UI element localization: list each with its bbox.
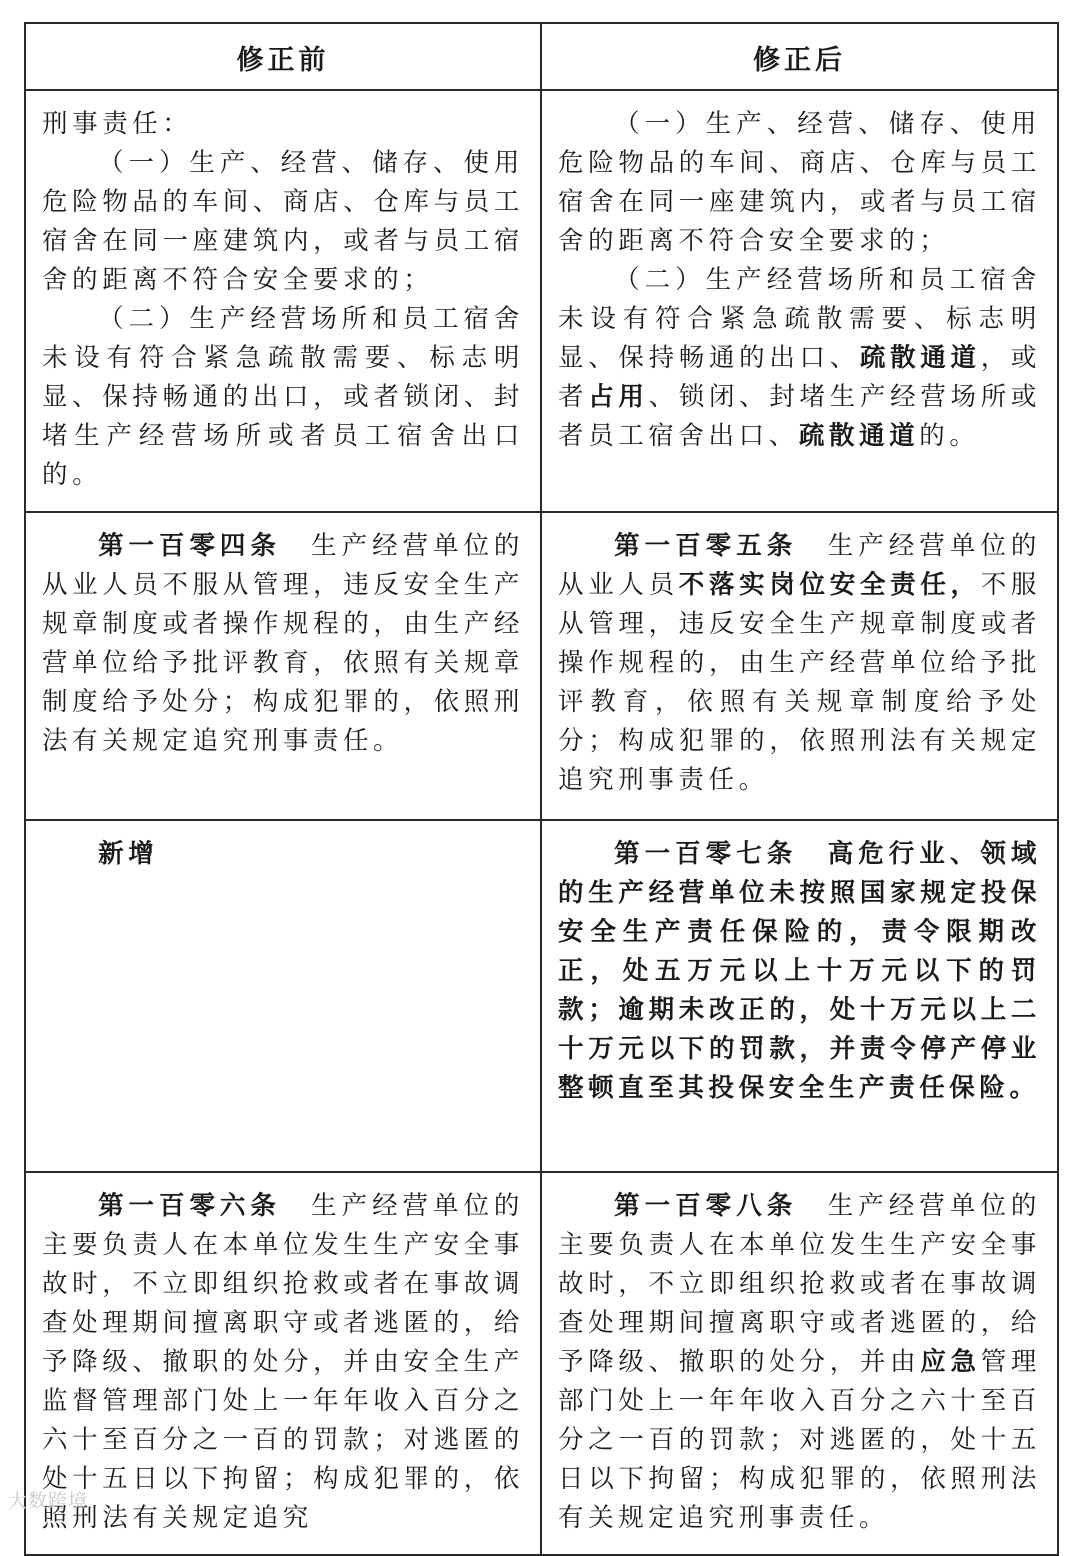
cell-after [541,1172,1058,1555]
table-row [25,820,1058,1172]
paragraph [42,1187,524,1538]
paragraph [558,1187,1041,1538]
paragraph: （一）生产、经营、储存、使用危险物品的车间、商店、仓库与员工宿舍在同一座建筑内，或者与员工宿舍的距离不符合安全要求的； [558,109,1041,256]
article-number: 第一百零四条 [98,531,281,561]
header-after: 修正后 [541,23,1058,90]
article-number: 第一百零六条 [98,1191,281,1221]
article-number: 第一百零五条 [614,531,798,561]
bold-text: 疏散通道 [798,421,920,451]
text: 管理部门处上一年年收入百分之六十至百分之一百的罚款；对逃匿的，处十五日以下拘留；构成犯罪的，依照刑法有关规定追究刑事责任。 [558,1347,1042,1533]
watermark: 大数跨境 [8,1490,89,1512]
text: 生产经营单位的从业人员 [558,531,1041,600]
paragraph: 刑事责任： [42,109,193,139]
cell-after [541,90,1058,512]
bold-text: 不落实岗位安全责任， [678,570,981,600]
paragraph [558,261,1041,456]
cell-after [541,512,1058,820]
bold-text: 占用 [588,382,649,412]
cell-before [25,1172,541,1555]
article-number: 第一百零七条 [614,839,798,869]
text: 生产经营单位的主要负责人在本单位发生生产安全事故时，不立即组织抢救或者在事故调查处理期间擅离职守或者逃匿的，给予降级、撤职的处分，并由安全生产监督管理部门处上一年年收入百分之六十至百分之一百的罚款；对逃匿的处十五日以下拘留；构成犯罪的，依照刑法有关规定追究 [42,1191,525,1533]
header-row [25,23,1058,90]
text: 生产经营单位的主要负责人在本单位发生生产安全事故时，不立即组织抢救或者在事故调查处理期间擅离职守或者逃匿的，给予降级、撤职的处分，并由 [558,1191,1041,1377]
paragraph: （一）生产、经营、储存、使用危险物品的车间、商店、仓库与员工宿舍在同一座建筑内，或者与员工宿舍的距离不符合安全要求的； [42,148,524,295]
article-number: 第一百零八条 [614,1191,798,1221]
paragraph [558,835,1041,1108]
text: 不服从管理，违反安全生产规章制度或者操作规程的，由生产经营单位给予批评教育，依照有关规章制度给予处分；构成犯罪的，依照刑法有关规定追究刑事责任。 [558,570,1041,795]
text: （二）生产经营场所和员工宿舍未设有符合紧急疏散需要、标志明显、保持畅通的出口、 [558,265,1041,373]
header-before: 修正前 [25,23,541,90]
text: 、锁闭、封堵生产经营场所或者员工宿舍出口、 [558,382,1041,451]
cell-before [25,512,541,820]
cell-before [25,820,541,1172]
cell-after [541,820,1058,1172]
table-row [25,90,1058,512]
table-row [25,1172,1058,1555]
bold-text: 高危行业、领域的生产经营单位未按照国家规定投保安全生产责任保险的，责令限期改正，处五万元以上十万元以下的罚款；逾期未改正的，处十万元以上二十万元以下的罚款，并责令停产停业整顿直至其投保安全生产责任保险。 [558,839,1041,1103]
paragraph: （二）生产经营场所和员工宿舍未设有符合紧急疏散需要、标志明显、保持畅通的出口，或者锁闭、封堵生产经营场所或者员工宿舍出口的。 [42,304,524,490]
text: 的。 [919,421,980,451]
paragraph: 新增 [98,839,159,869]
bold-text: 应急 [920,1347,981,1377]
text: 生产经营单位的从业人员不服从管理，违反安全生产规章制度或者操作规程的，由生产经营单位给予批评教育，依照有关规章制度给予处分；构成犯罪的，依照刑法有关规定追究刑事责任。 [42,531,525,756]
comparison-table [24,22,1059,1556]
cell-before [25,90,541,512]
table-row [25,512,1058,820]
text: ，或者 [558,343,1041,412]
paragraph [42,527,524,761]
bold-text: 疏散通道 [859,343,981,373]
paragraph [558,527,1041,800]
